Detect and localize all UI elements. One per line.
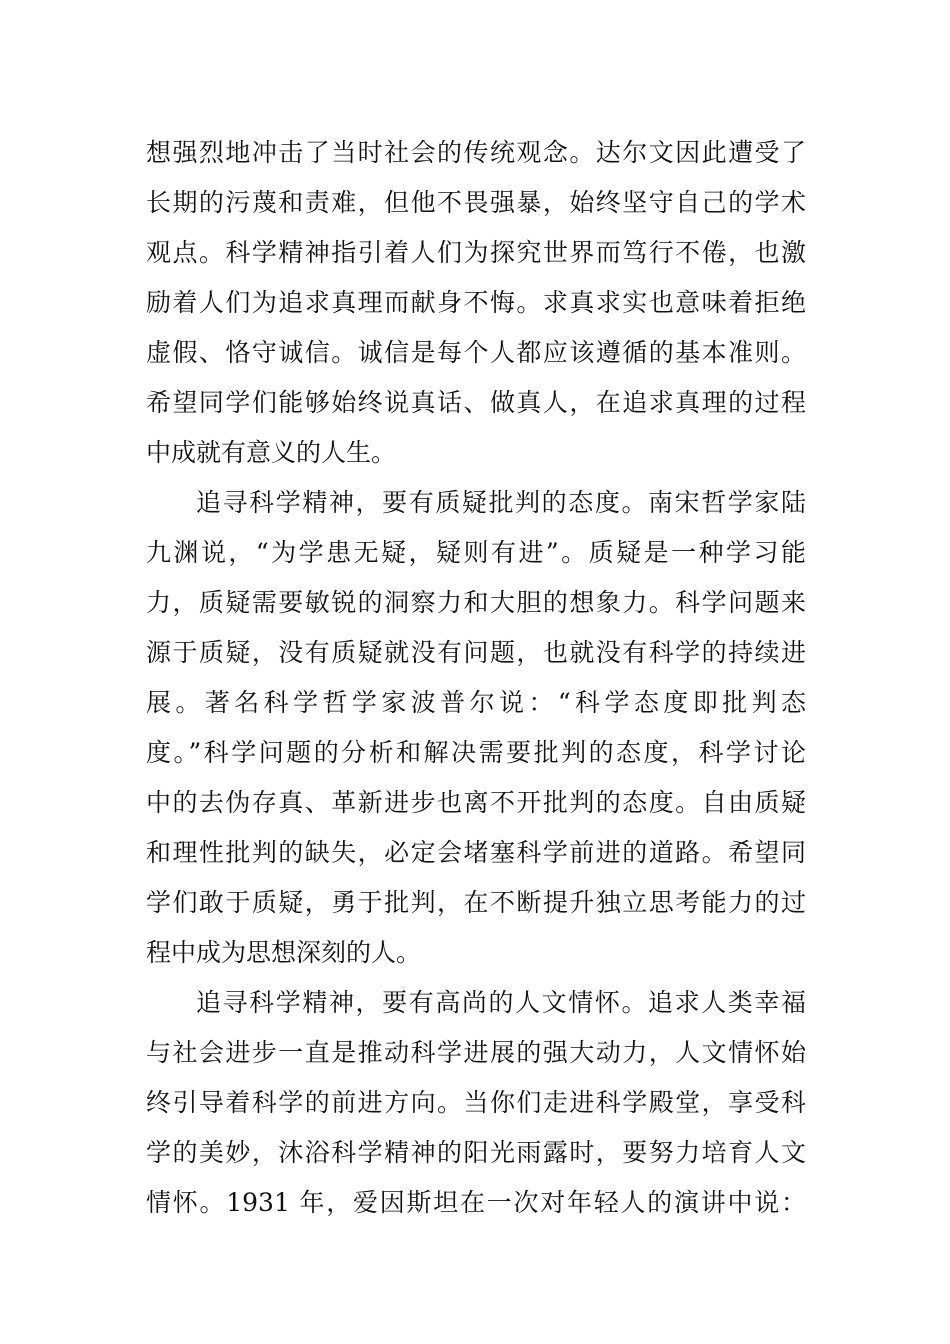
text-line: 与社会进步一直是推动科学进展的强大动力，人文情怀始 bbox=[146, 1038, 806, 1067]
text-line: 情怀。1931 年，爱因斯坦在一次对年轻人的演讲中说： bbox=[146, 1188, 806, 1217]
paragraph-first-line: 追寻科学精神，要有高尚的人文情怀。追求人类幸福 bbox=[196, 988, 806, 1017]
body-text bbox=[146, 128, 806, 1228]
text-line: 励着人们为追求真理而献身不悔。求真求实也意味着拒绝 bbox=[146, 288, 806, 317]
text-line: 虚假、恪守诚信。诚信是每个人都应该遵循的基本准则。 bbox=[146, 338, 806, 367]
text-line: 力，质疑需要敏锐的洞察力和大胆的想象力。科学问题来 bbox=[146, 588, 806, 617]
text-line: 终引导着科学的前进方向。当你们走进科学殿堂，享受科 bbox=[146, 1088, 806, 1117]
text-line: 和理性批判的缺失，必定会堵塞科学前进的道路。希望同 bbox=[146, 838, 806, 867]
text-line: 希望同学们能够始终说真话、做真人，在追求真理的过程 bbox=[146, 388, 806, 417]
text-line: 九渊说，“为学患无疑，疑则有进”。质疑是一种学习能 bbox=[146, 538, 806, 567]
text-line: 程中成为思想深刻的人。 bbox=[146, 938, 422, 967]
text-line: 学的美妙，沐浴科学精神的阳光雨露时，要努力培育人文 bbox=[146, 1138, 806, 1167]
text-line: 度。”科学问题的分析和解决需要批判的态度，科学讨论 bbox=[146, 738, 806, 767]
text-line: 中的去伪存真、革新进步也离不开批判的态度。自由质疑 bbox=[146, 788, 806, 817]
text-line: 长期的污蔑和责难，但他不畏强暴，始终坚守自己的学术 bbox=[146, 188, 806, 217]
text-line: 展。著名科学哲学家波普尔说：“科学态度即批判态 bbox=[146, 688, 806, 717]
text-line: 源于质疑，没有质疑就没有问题，也就没有科学的持续进 bbox=[146, 638, 806, 667]
text-line: 中成就有意义的人生。 bbox=[146, 438, 397, 467]
text-line: 学们敢于质疑，勇于批判，在不断提升独立思考能力的过 bbox=[146, 888, 806, 917]
text-line: 观点。科学精神指引着人们为探究世界而笃行不倦，也激 bbox=[146, 238, 806, 267]
paragraph-first-line: 追寻科学精神，要有质疑批判的态度。南宋哲学家陆 bbox=[196, 488, 806, 517]
text-line: 想强烈地冲击了当时社会的传统观念。达尔文因此遭受了 bbox=[146, 138, 806, 167]
